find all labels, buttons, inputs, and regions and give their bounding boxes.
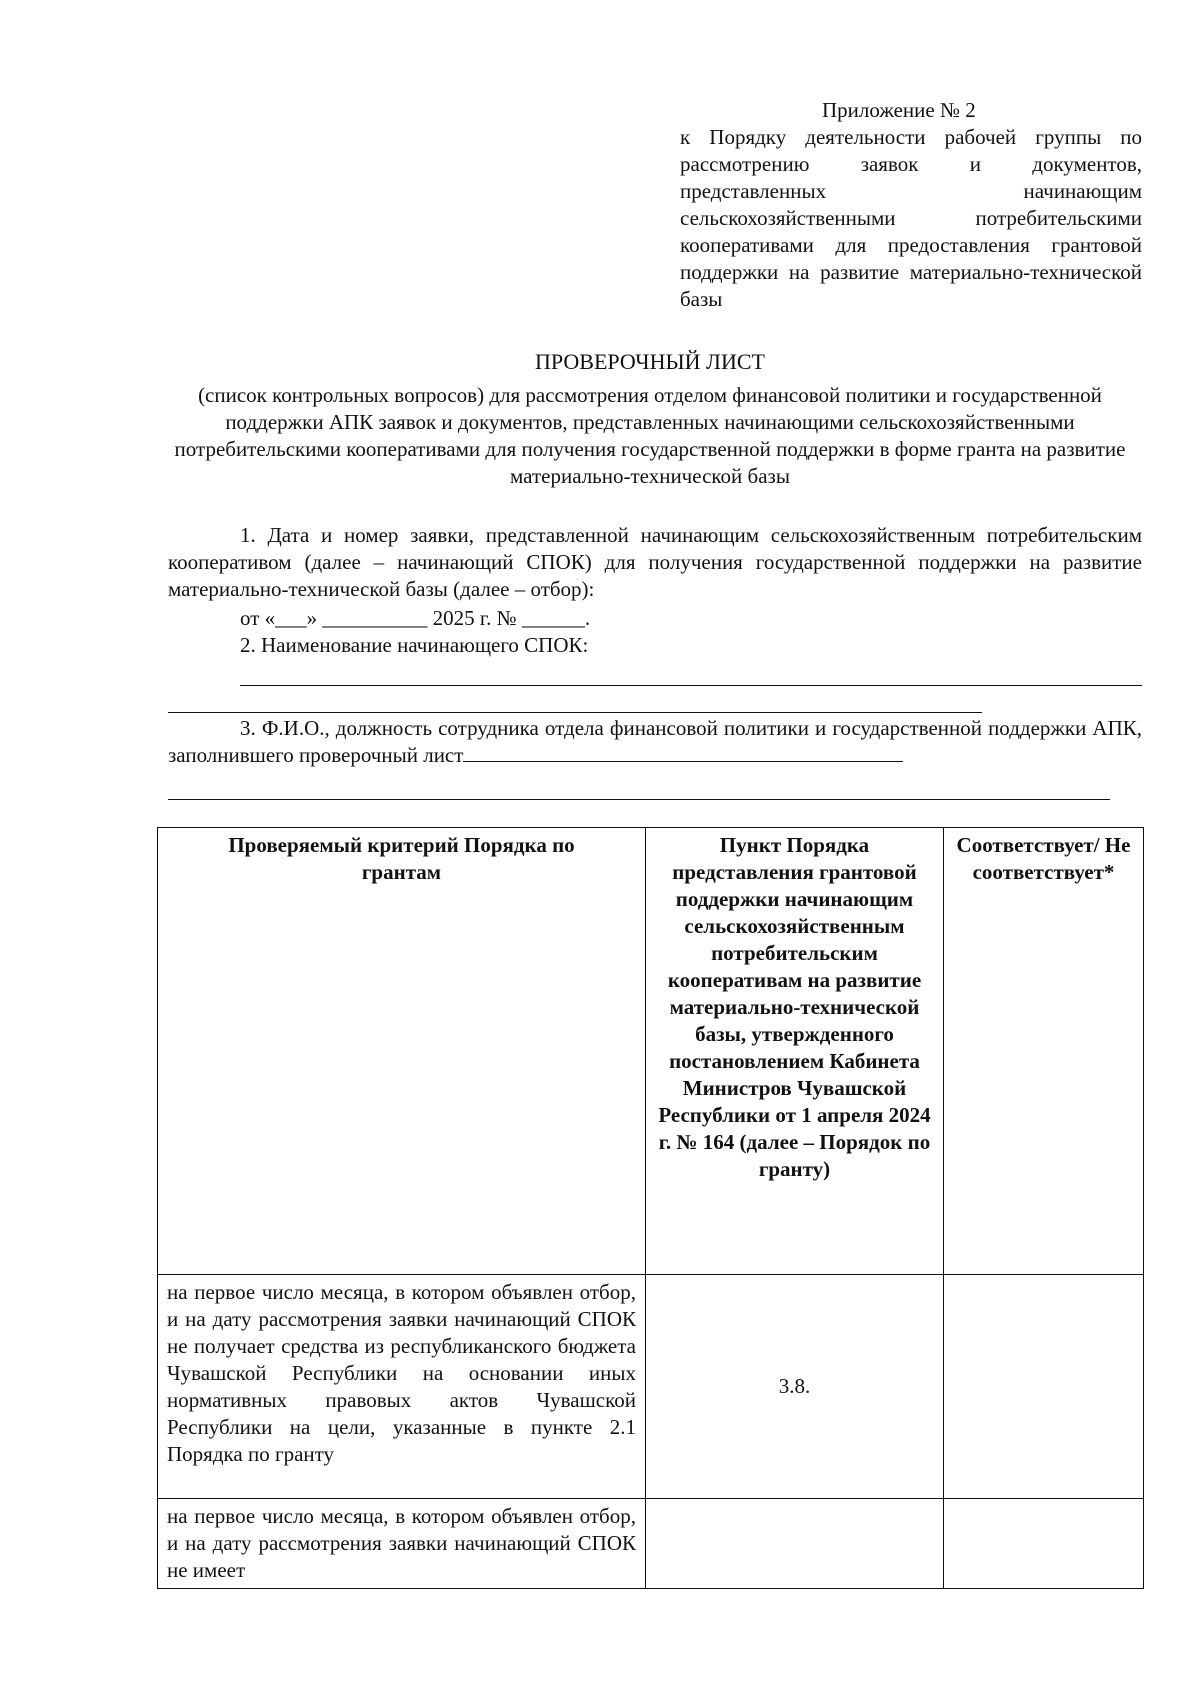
compliance-cell[interactable] — [944, 1275, 1144, 1499]
order-point-cell — [646, 1499, 944, 1589]
document-title: ПРОВЕРОЧНЫЙ ЛИСТ — [535, 349, 765, 374]
item-3-label: 3. Ф.И.О., должность сотрудника отдела финансовой политики и государственной поддержки АПК, заполнившего проверочный лист — [168, 716, 1142, 767]
checklist-table — [157, 827, 1144, 1589]
employee-blank-line-2[interactable] — [168, 799, 1110, 800]
header-compliance: Соответствует/ Не соответствует* — [944, 828, 1144, 1275]
table-row — [158, 1275, 1144, 1499]
header-criterion: Проверяемый критерий Порядка по грантам — [158, 828, 646, 1275]
spok-name-blank-line-1[interactable] — [240, 685, 1142, 686]
spok-name-blank-line-2[interactable] — [168, 712, 982, 713]
employee-fill-line[interactable] — [463, 743, 903, 762]
order-point-cell: 3.8. — [646, 1275, 944, 1499]
table-row — [158, 1499, 1144, 1589]
compliance-cell[interactable] — [944, 1499, 1144, 1589]
application-date-fill-line[interactable]: от «___» __________ 2025 г. № ______. — [240, 606, 591, 630]
item-2-spok-name-label: 2. Наименование начинающего СПОК: — [240, 633, 589, 657]
item-3-employee-info — [168, 715, 1142, 769]
table-header-row — [158, 828, 1144, 1275]
item-1-application-date-number: 1. Дата и номер заявки, представленной начинающим сельскохозяйственным потребительским кооперативом (далее – начинающий СПОК) для получения государственной поддержки на развитие материально-технической базы (далее – отбор): — [168, 523, 1142, 601]
header-order-point: Пункт Порядка представления грантовой поддержки начинающим сельскохозяйственным потребительским кооперативам на развитие материально-технической базы, утвержденного постановлением Кабинета Министров Чувашской Республики от 1 апреля 2024 г. № 164 (далее – Порядок по гранту) — [646, 828, 944, 1275]
appendix-reference: к Порядку деятельности рабочей группы по рассмотрению заявок и документов, представленных начинающим сельскохозяйственными потребительскими кооперативами для предоставления грантовой поддержки на развитие материально-технической базы — [680, 125, 1142, 311]
appendix-title: Приложение № 2 — [822, 98, 976, 122]
criterion-cell: на первое число месяца, в котором объявлен отбор, и на дату рассмотрения заявки начинающий СПОК не получает средства из республиканского бюджета Чувашской Республики на основании иных нормативных правовых актов Чувашской Республики на цели, указанные в пункте 2.1 Порядка по гранту — [158, 1275, 646, 1499]
document-subtitle: (список контрольных вопросов) для рассмотрения отделом финансовой политики и государственной поддержки АПК заявок и документов, представленных начинающими сельскохозяйственными потребительскими кооперативами для получения государственной поддержки в форме гранта на развитие материально-технической базы — [174, 383, 1126, 488]
criterion-cell: на первое число месяца, в котором объявлен отбор, и на дату рассмотрения заявки начинающий СПОК не имеет — [158, 1499, 646, 1589]
